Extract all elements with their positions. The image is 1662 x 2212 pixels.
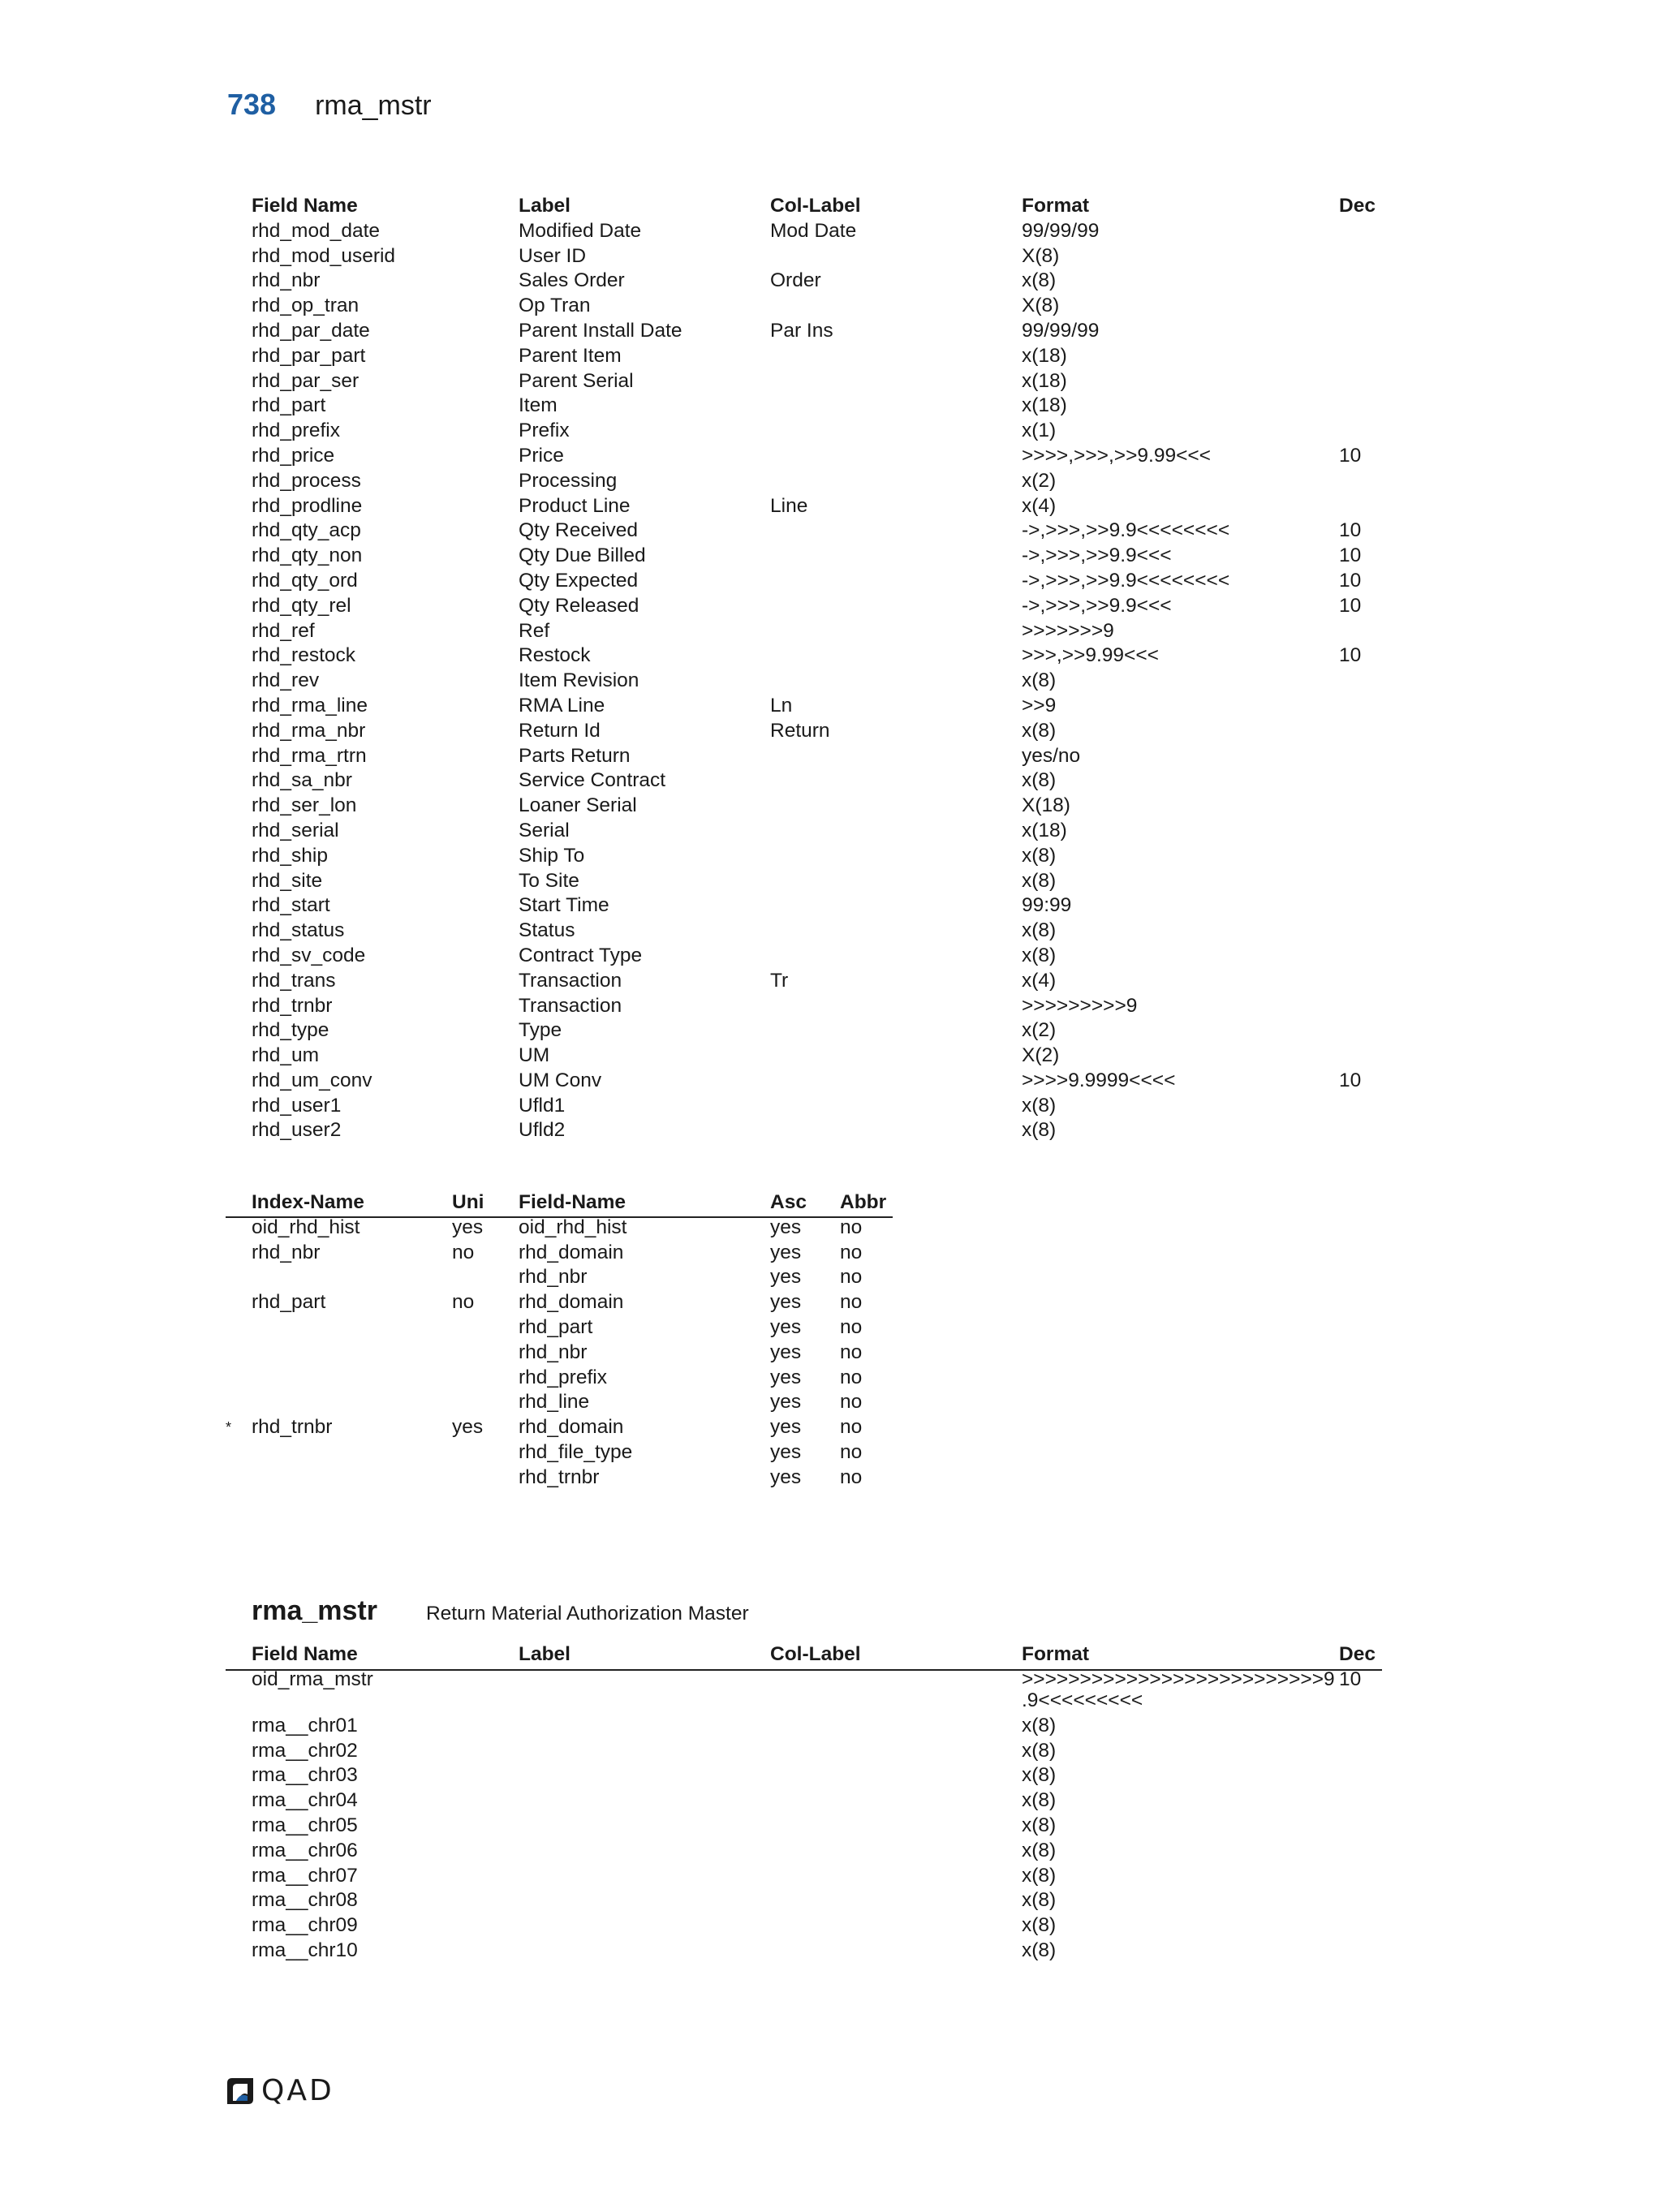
field-label: Loaner Serial [519,794,637,817]
field-format: >>9 [1022,694,1057,717]
field-label: Serial [519,819,570,841]
index-name: rhd_part [252,1291,326,1314]
field-label: Transaction [519,994,622,1017]
table-row [252,244,1388,269]
field-name: rhd_start [252,894,330,917]
index-unique: no [452,1291,475,1314]
field-format: >>>>9.9999<<<< [1022,1069,1176,1091]
field-name: rma__chr07 [252,1864,358,1887]
field-label: Parent Install Date [519,319,682,342]
field-format: x(8) [1022,1939,1057,1961]
field-format: x(2) [1022,1019,1057,1042]
field-format: X(2) [1022,1044,1060,1067]
field-label: Service Contract [519,769,666,792]
field-dec: 10 [1339,594,1362,617]
field-table-header [252,194,1388,219]
table-row [252,1739,1388,1764]
index-field-name: rhd_part [519,1315,593,1338]
index-ascending: yes [770,1465,802,1488]
field-label: User ID [519,244,587,267]
field-label: Processing [519,469,618,492]
field-label: Ref [519,619,550,642]
table-row [252,594,1388,619]
field-label: Parent Serial [519,369,634,392]
field-label: Contract Type [519,944,643,966]
index-ascending: yes [770,1291,802,1314]
field-format: >>>>>>>9 [1022,619,1114,642]
field-format: x(8) [1022,944,1057,966]
field-format: ->,>>>,>>9.9<<<<<<<< [1022,519,1230,542]
field-label: Qty Due Billed [519,544,646,567]
field-format: x(8) [1022,1789,1057,1812]
table-row [252,1241,901,1266]
index-field-name: rhd_trnbr [519,1465,600,1488]
index-field-name: rhd_nbr [519,1266,588,1289]
field-name: rma__chr04 [252,1789,358,1812]
column-header-field-name: Field-Name [519,1191,626,1213]
field-label: Qty Released [519,594,639,617]
table-row [252,844,1388,869]
field-format: x(8) [1022,669,1057,692]
index-unique: yes [452,1216,484,1238]
column-header-label: Label [519,1643,571,1665]
index-name: oid_rhd_hist [252,1216,360,1238]
table-row [252,1118,1388,1143]
field-dec: 10 [1339,644,1362,667]
field-name: rhd_um_conv [252,1069,372,1091]
field-name: rhd_um [252,1044,320,1067]
field-format: X(8) [1022,295,1060,317]
field-name: rma__chr02 [252,1739,358,1762]
index-abbreviated: no [840,1315,863,1338]
field-name: rhd_par_date [252,319,370,342]
field-name: rhd_part [252,394,326,417]
table-row [252,1216,901,1241]
field-col-label: Ln [770,694,793,717]
field-label: Qty Received [519,519,639,542]
field-dec: 10 [1339,544,1362,567]
table-row [252,1714,1388,1739]
field-format: x(8) [1022,919,1057,942]
field-name: rhd_mod_date [252,219,381,242]
section-description: Return Material Authorization Master [425,1603,749,1625]
index-field-name: rhd_domain [519,1291,624,1314]
table-row [252,694,1388,719]
table-row [252,794,1388,819]
table-row [252,569,1388,594]
table-row [252,319,1388,344]
index-table [226,1190,901,1491]
field-col-label: Return [770,719,830,742]
index-abbreviated: no [840,1266,863,1289]
field-name: rhd_price [252,444,335,467]
field-format: >>>,>>9.99<<< [1022,644,1159,667]
field-name: rhd_sa_nbr [252,769,352,792]
index-abbreviated: no [840,1366,863,1388]
field-name: oid_rma_mstr [252,1668,373,1690]
table-row [252,394,1388,419]
table-row [226,1415,901,1440]
index-ascending: yes [770,1241,802,1263]
index-field-name: rhd_nbr [519,1341,588,1363]
field-name: rhd_ref [252,619,315,642]
field-name: rhd_qty_rel [252,594,351,617]
table-row [252,1265,901,1290]
table-row [252,1913,1388,1939]
field-label: Status [519,919,575,942]
field-name: rhd_rev [252,669,320,692]
field-col-label: Order [770,269,821,292]
field-label: Start Time [519,894,609,917]
field-name: rhd_user2 [252,1119,342,1142]
table-row [252,1939,1388,1964]
table-row [252,719,1388,744]
index-ascending: yes [770,1216,802,1238]
index-abbreviated: no [840,1465,863,1488]
field-col-label: Line [770,494,808,517]
table-row [252,1788,1388,1814]
qad-logo-icon [226,2076,255,2106]
field-label: RMA Line [519,694,605,717]
field-dec: 10 [1339,569,1362,592]
index-field-name: rhd_domain [519,1416,624,1439]
field-label: UM Conv [519,1069,602,1091]
field-format: x(8) [1022,719,1057,742]
field-name: rhd_status [252,919,345,942]
field-format: yes/no [1022,744,1081,767]
field-name: rhd_qty_ord [252,569,358,592]
table-row [252,944,1388,969]
field-format: 99:99 [1022,894,1072,917]
field-format: ->,>>>,>>9.9<<< [1022,594,1172,617]
field-format: >>>>>>>>>9 [1022,994,1138,1017]
field-name: rhd_qty_acp [252,519,361,542]
index-abbreviated: no [840,1291,863,1314]
field-format: x(8) [1022,1119,1057,1142]
index-abbreviated: no [840,1440,863,1463]
table-row [252,1465,901,1491]
field-label: Qty Expected [519,569,639,592]
field-format: X(18) [1022,794,1070,817]
table-row [252,1814,1388,1839]
field-dec: 10 [1339,444,1362,467]
column-header-asc: Asc [770,1191,807,1213]
rma-table-header [252,1642,1388,1668]
index-unique: yes [452,1416,484,1439]
table-row [252,1290,901,1315]
field-name: rhd_serial [252,819,339,841]
table-row [252,344,1388,369]
index-ascending: yes [770,1416,802,1439]
column-header-dec: Dec [1339,195,1376,217]
field-name: rhd_process [252,469,361,492]
field-name: rma__chr09 [252,1914,358,1937]
field-label: Type [519,1019,562,1042]
field-format: x(8) [1022,1914,1057,1937]
field-name: rhd_type [252,1019,329,1042]
field-label: Restock [519,644,591,667]
table-row [252,1315,901,1341]
table-row [252,1839,1388,1864]
table-row [252,1440,901,1465]
field-label: To Site [519,869,579,892]
field-format: x(2) [1022,469,1057,492]
field-format: x(18) [1022,344,1067,367]
field-format: x(8) [1022,869,1057,892]
index-ascending: yes [770,1391,802,1414]
field-format: 99/99/99 [1022,219,1100,242]
section-table-name: rma_mstr [252,1595,377,1626]
field-label: Sales Order [519,269,625,292]
index-field-name: rhd_prefix [519,1366,607,1388]
field-label: Ufld1 [519,1094,566,1117]
table-row [252,619,1388,644]
field-format: x(18) [1022,394,1067,417]
field-format: >>>>,>>>,>>9.99<<< [1022,444,1211,467]
field-col-label: Mod Date [770,219,857,242]
field-name: rhd_nbr [252,269,321,292]
index-unique: no [452,1241,475,1263]
field-table [252,194,1388,1143]
field-format: x(1) [1022,420,1057,442]
field-format: >>>>>>>>>>>>>>>>>>>>>>>>>>9 [1022,1668,1335,1690]
table-row [252,1341,901,1366]
field-name: rhd_par_part [252,344,366,367]
field-format: x(8) [1022,269,1057,292]
column-header-format: Format [1022,195,1090,217]
index-field-name: rhd_domain [519,1241,624,1263]
field-name: rhd_op_tran [252,295,360,317]
index-abbreviated: no [840,1391,863,1414]
index-abbreviated: no [840,1416,863,1439]
field-name: rhd_par_ser [252,369,360,392]
field-format: ->,>>>,>>9.9<<< [1022,544,1172,567]
index-ascending: yes [770,1341,802,1363]
table-row [252,494,1388,519]
table-row [252,1366,901,1391]
field-name: rhd_prodline [252,494,363,517]
column-header-col-label: Col-Label [770,1643,861,1665]
table-row [252,1888,1388,1913]
index-field-name: oid_rhd_hist [519,1216,627,1238]
index-table-header [252,1190,901,1216]
field-name: rhd_prefix [252,420,340,442]
index-name: rhd_nbr [252,1241,321,1263]
field-format-continued: .9<<<<<<<<< [1022,1689,1143,1711]
field-format: x(8) [1022,1094,1057,1117]
field-dec: 10 [1339,1069,1362,1091]
page-number: 738 [227,88,277,121]
table-row [252,768,1388,794]
table-row [252,1864,1388,1889]
index-field-name: rhd_line [519,1391,590,1414]
logo-text: QAD [261,2074,334,2107]
field-col-label: Par Ins [770,319,833,342]
table-row [252,1763,1388,1788]
field-label: Price [519,444,564,467]
field-label: Item [519,394,558,417]
field-label: Prefix [519,420,570,442]
field-format: x(8) [1022,1864,1057,1887]
table-row [252,419,1388,444]
field-name: rma__chr06 [252,1839,358,1861]
page-table-name: rma_mstr [315,90,432,121]
field-format: x(8) [1022,1839,1057,1861]
field-label: Parent Item [519,344,622,367]
field-label: Modified Date [519,219,642,242]
table-row [252,643,1388,669]
column-header-abbr: Abbr [840,1191,887,1213]
table-row [252,1069,1388,1094]
field-label: Parts Return [519,744,631,767]
table-row [252,519,1388,544]
column-header-uni: Uni [452,1191,484,1213]
table-row [252,294,1388,319]
table-row [252,1094,1388,1119]
column-header-col-label: Col-Label [770,195,861,217]
field-label: Product Line [519,494,631,517]
table-row [252,469,1388,494]
table-row [252,969,1388,994]
field-format: x(4) [1022,969,1057,992]
field-format: X(8) [1022,244,1060,267]
field-format: 99/99/99 [1022,319,1100,342]
table-row [252,544,1388,569]
column-header-dec: Dec [1339,1643,1376,1665]
field-format: x(8) [1022,1814,1057,1836]
table-row [252,744,1388,769]
field-format: x(8) [1022,844,1057,867]
page-header [227,88,432,122]
table-row [252,219,1388,244]
index-abbreviated: no [840,1241,863,1263]
field-name: rhd_qty_non [252,544,363,567]
field-label: UM [519,1044,550,1067]
field-name: rhd_rma_nbr [252,719,366,742]
table-row [252,919,1388,944]
field-label: Ufld2 [519,1119,566,1142]
field-name: rhd_trnbr [252,994,333,1017]
field-label: Op Tran [519,295,591,317]
field-name: rma__chr01 [252,1714,358,1736]
table-row [252,669,1388,694]
field-dec: 10 [1339,519,1362,542]
table-row [252,444,1388,469]
field-name: rhd_ship [252,844,328,867]
qad-logo [226,2074,334,2107]
index-ascending: yes [770,1440,802,1463]
field-label: Return Id [519,719,601,742]
table-row [252,1044,1388,1069]
index-ascending: yes [770,1266,802,1289]
table-row [252,1668,1388,1714]
table-row [252,869,1388,894]
field-name: rma__chr08 [252,1889,358,1912]
field-dec: 10 [1339,1668,1362,1690]
field-format: x(8) [1022,1714,1057,1736]
index-ascending: yes [770,1366,802,1388]
index-name: rhd_trnbr [252,1416,333,1439]
field-name: rhd_mod_userid [252,244,396,267]
field-format: x(18) [1022,819,1067,841]
index-ascending: yes [770,1315,802,1338]
column-header-field-name: Field Name [252,195,358,217]
field-label: Item Revision [519,669,639,692]
table-row [252,893,1388,919]
table-row [252,1018,1388,1044]
rma-field-table [252,1642,1388,1964]
column-header-index-name: Index-Name [252,1191,364,1213]
section-title [252,1595,749,1627]
field-name: rhd_rma_line [252,694,368,717]
column-header-field-name: Field Name [252,1643,358,1665]
column-header-label: Label [519,195,571,217]
field-format: x(8) [1022,1889,1057,1912]
field-name: rma__chr03 [252,1764,358,1787]
primary-index-marker: * [226,1419,232,1436]
field-name: rhd_trans [252,969,336,992]
index-field-name: rhd_file_type [519,1440,633,1463]
table-row [252,369,1388,394]
field-name: rhd_rma_rtrn [252,744,367,767]
field-name: rhd_restock [252,644,356,667]
field-name: rhd_sv_code [252,944,366,966]
table-row [252,269,1388,294]
field-format: x(8) [1022,769,1057,792]
field-col-label: Tr [770,969,789,992]
index-header-rule [226,1216,893,1218]
index-abbreviated: no [840,1216,863,1238]
index-abbreviated: no [840,1341,863,1363]
field-format: x(8) [1022,1739,1057,1762]
rma-header-rule [226,1669,1382,1671]
field-name: rma__chr05 [252,1814,358,1836]
field-label: Ship To [519,844,585,867]
field-name: rhd_site [252,869,323,892]
field-format: x(4) [1022,494,1057,517]
table-row [252,819,1388,844]
table-row [252,1390,901,1415]
field-name: rhd_ser_lon [252,794,357,817]
column-header-format: Format [1022,1643,1090,1665]
field-name: rma__chr10 [252,1939,358,1961]
field-label: Transaction [519,969,622,992]
field-name: rhd_user1 [252,1094,342,1117]
field-format: ->,>>>,>>9.9<<<<<<<< [1022,569,1230,592]
table-row [252,994,1388,1019]
field-format: x(8) [1022,1764,1057,1787]
field-format: x(18) [1022,369,1067,392]
